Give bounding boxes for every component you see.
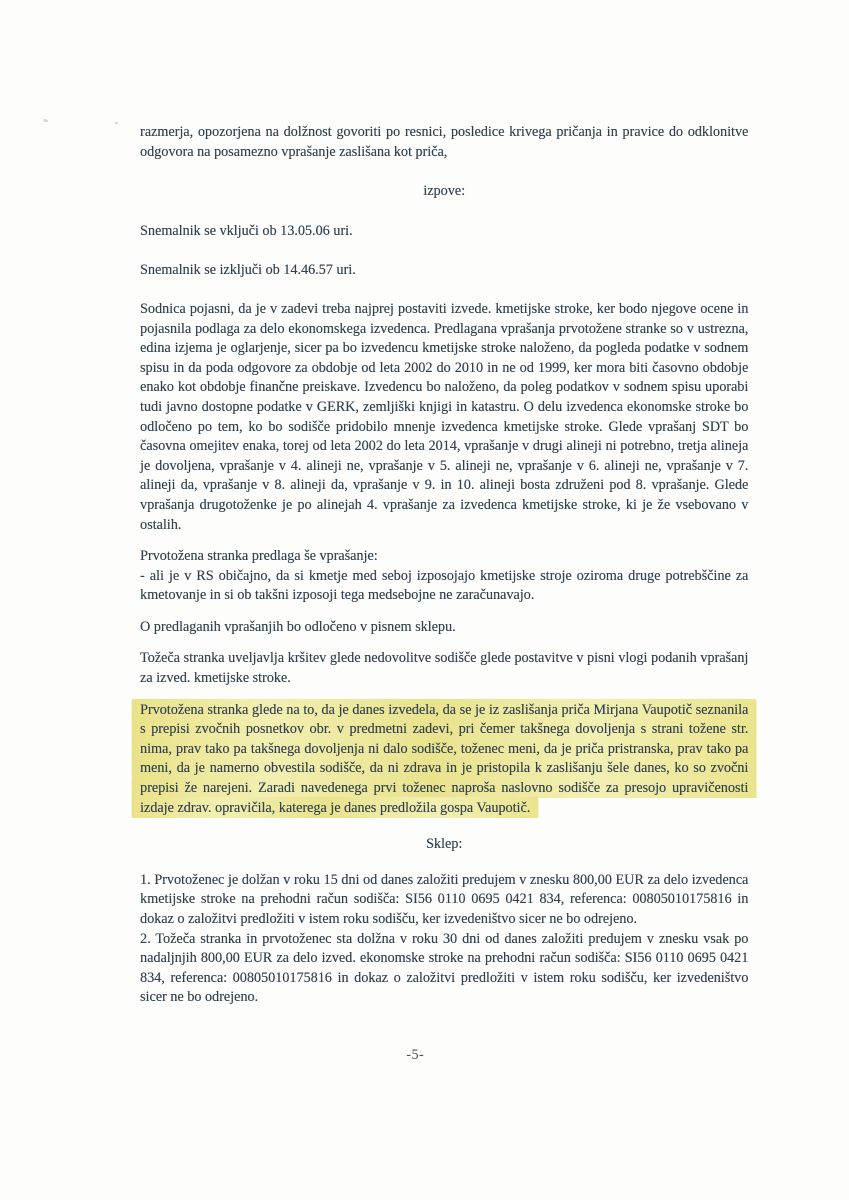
paragraph-proposal-item: - ali je v RS običajno, da si kmetje med seboj izposojajo kmetijske stroje oziroma druge potrebščine za kmetovanje in si ob takšni izposoji tega medsebojne ne zaračunavajo.: [140, 566, 749, 604]
recorder-start-line: Snemalnik se vključi ob 13.05.06 uri.: [140, 221, 353, 239]
paragraph-continuation: razmerja, opozorjena na dolžnost govoriti po resnici, posledice krivega pričanja in pravice do odklonitve odgovora na posamezno vprašanje zaslišana kot priča,: [140, 123, 749, 160]
paragraph-written-decision: O predlaganih vprašanjih bo odločeno v pisnem sklepu.: [140, 617, 456, 635]
heading-izpove: izpove:: [423, 182, 466, 200]
highlighter-marking: Prvotožena stranka glede na to, da je danes izvedela, da se je iz zaslišanja priča Mirjana Vaupotič seznanila s prepisi zvočnih posnetkov obr. v predmetni zadevi, pri čemer takšnega dovoljenja s strani tožene str. nima, prav tako pa takšnega dovoljenja ni dalo sodišče, toženec meni, da je priča pristranska, prav tako pa meni, da je namerno obvestila sodišče, da ni zdrava in je pristopila k zaslišanju šele danes, ko so zvočni prepisi že narejeni. Zaradi navedenega prvi toženec naproša naslovno sodišče za presojo upravičenosti izdaje zdrav. opravičila, katerega je danes predložila gospa Vaupotič.: [132, 699, 757, 818]
page-number: -5-: [406, 1045, 425, 1063]
scan-artifact-speck: [115, 122, 118, 124]
paragraph-order-1: 1. Prvotoženec je dolžan v roku 15 dni od danes založiti predujem v znesku 800,00 EUR za delo izvedenca kmetijske stroke na prehodni račun sodišča: SI56 0110 0695 0421 834, referenca: 00805010175816 in dokaz o založitvi predložiti v istem roku sodišču, ker izvedeništvo sicer ne bo odrejeno.: [140, 870, 749, 927]
paragraph-proposal-intro: Prvotožena stranka predlaga še vprašanje:: [140, 547, 378, 565]
paragraph-order-2: 2. Tožeča stranka in prvotoženec sta dolžna v roku 30 dni od danes založiti predujem v znesku vsak po nadaljnjih 800,00 EUR za delo izved. ekonomske stroke na prehodni račun sodišča: SI56 0110 0695 0421 834, referenca: 00805010175816 in dokaz o založitvi predložiti v istem roku sodišču, ker izvedeništvo sicer ne bo odrejeno.: [140, 929, 749, 1006]
scan-artifact-speck: [43, 118, 49, 122]
document-body: [140, 122, 748, 1065]
paragraph-objection: Tožeča stranka uveljavlja kršitev glede nedovolitve sodišče glede postavitve v pisni vlogi podanih vprašanj za izved. kmetijske stroke.: [140, 649, 749, 687]
heading-sklep: Sklep:: [426, 835, 463, 853]
paragraph-highlighted: [140, 700, 748, 818]
paragraph-judge-explanation: Sodnica pojasni, da je v zadevi treba najprej postaviti izvede. kmetijske stroke, ker bodo njegove ocene in pojasnila podlaga za delo ekonomskega izvedenca. Predlagana vprašanja prvotožene stranke so v ustrezna, edina izjema je oglarjenje, sicer pa bo izvedencu kmetijske stroke naloženo, da pogleda podatke v sodnem spisu in da poda odgovore za obdobje od leta 2002 do 2010 in ne od 1999, ker mora biti časovno obdobje enako kot obdobje finančne preiskave. Izvedencu bo naloženo, da poleg podatkov v sodnem spisu uporabi tudi javno dostopne podatke v GERK, zemljiški knjigi in katastru. O delu izvedenca ekonomske stroke bo odločeno po tem, ko bo sodišče pridobilo mnenje izvedenca kmetijske stroke. Glede vprašanj SDT bo časovna omejitev enaka, torej od leta 2002 do leta 2014, vprašanje v drugi alineji ni potrebno, tretja alineja je dovoljena, vprašanje v 4. alineji ne, vprašanje v 5. alineji ne, vprašanje v 6. alineji ne, vprašanje v 7. alineji da, vprašanje v 8. alineji da, vprašanje v 9. in 10. alineji bosta združeni pod 8. vprašanje. Glede vprašanja drugotoženke je po alinejah 4. vprašanje za izvedenca kmetijske stroke, ki je že vsebovano v ostalih.: [140, 299, 749, 533]
recorder-stop-line: Snemalnik se izključi ob 14.46.57 uri.: [140, 261, 356, 279]
